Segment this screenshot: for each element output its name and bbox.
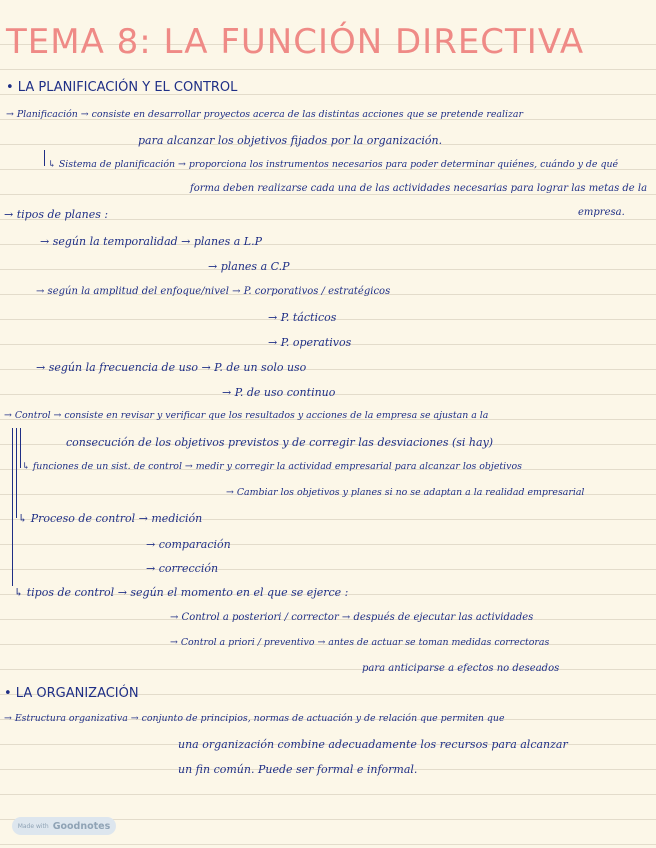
amplitud-line-3: → P. operativos [268,336,352,349]
priori-line-2: para anticiparse a efectos no deseados [362,663,560,674]
frecuencia-line-1: → según la frecuencia de uso → P. de un solo uso [36,361,307,374]
tipos-planes: → tipos de planes : [4,208,109,221]
frecuencia-line-2: → P. de uso continuo [222,386,336,399]
goodnotes-badge [12,817,116,835]
estructura-line-1: → Estructura organizativa → conjunto de principios, normas de actuación y de relación que permiten que [4,713,505,724]
priori-line-1: → Control a priori / preventivo → antes de actuar se toman medidas correctoras [170,637,550,648]
page-title: TEMA 8: LA FUNCIÓN DIRECTIVA [6,22,585,62]
control-bracket-3 [20,428,21,468]
sistema-line-2: forma deben realizarse cada una de las actividades necesarias para lograr las metas de la [190,183,648,194]
bracket-line [44,150,45,166]
proceso-line-1: ↳ Proceso de control → medición [18,512,203,525]
amplitud-line-1: → según la amplitud del enfoque/nivel → P. corporativos / estratégicos [36,286,391,297]
badge-small-text: Made with [17,822,49,830]
funciones-line-1: ↳ funciones de un sist. de control → medir y corregir la actividad empresarial para alcanzar los objetivos [22,461,522,472]
estructura-line-3: un fin común. Puede ser formal e informal. [178,763,418,776]
control-line-1: → Control → consiste en revisar y verificar que los resultados y acciones de la empresa se ajustan a la [4,410,489,421]
control-bracket-1 [12,428,13,586]
amplitud-line-2: → P. tácticos [268,311,337,324]
badge-brand-text: Goodnotes [52,820,111,832]
section-heading-organizacion: • LA ORGANIZACIÓN [4,686,139,701]
estructura-line-2: una organización combine adecuadamente los recursos para alcanzar [178,738,568,751]
planificacion-line-1: → Planificación → consiste en desarrollar proyectos acerca de las distintas acciones que se pretende realizar [6,109,523,120]
control-bracket-2 [16,428,17,518]
proceso-line-3: → corrección [146,562,219,575]
tipos-control-line: ↳ tipos de control → según el momento en el que se ejerce : [14,586,349,599]
posteriori-line: → Control a posteriori / corrector → después de ejecutar las actividades [170,612,534,623]
control-line-2: consecución de los objetivos previstos y de corregir las desviaciones (si hay) [66,436,494,449]
sistema-line-1: ↳ Sistema de planificación → proporciona los instrumentos necesarios para poder determinar quiénes, cuándo y de qué [48,159,619,170]
temporalidad-line-2: → planes a C.P [208,260,290,273]
proceso-line-2: → comparación [146,538,231,551]
section-heading-planificacion: • LA PLANIFICACIÓN Y EL CONTROL [6,80,238,95]
temporalidad-line-1: → según la temporalidad → planes a L.P [40,235,262,248]
sistema-line-3: empresa. [578,207,625,218]
planificacion-line-2: para alcanzar los objetivos fijados por la organización. [138,134,443,147]
funciones-line-2: → Cambiar los objetivos y planes si no se adaptan a la realidad empresarial [226,487,585,498]
